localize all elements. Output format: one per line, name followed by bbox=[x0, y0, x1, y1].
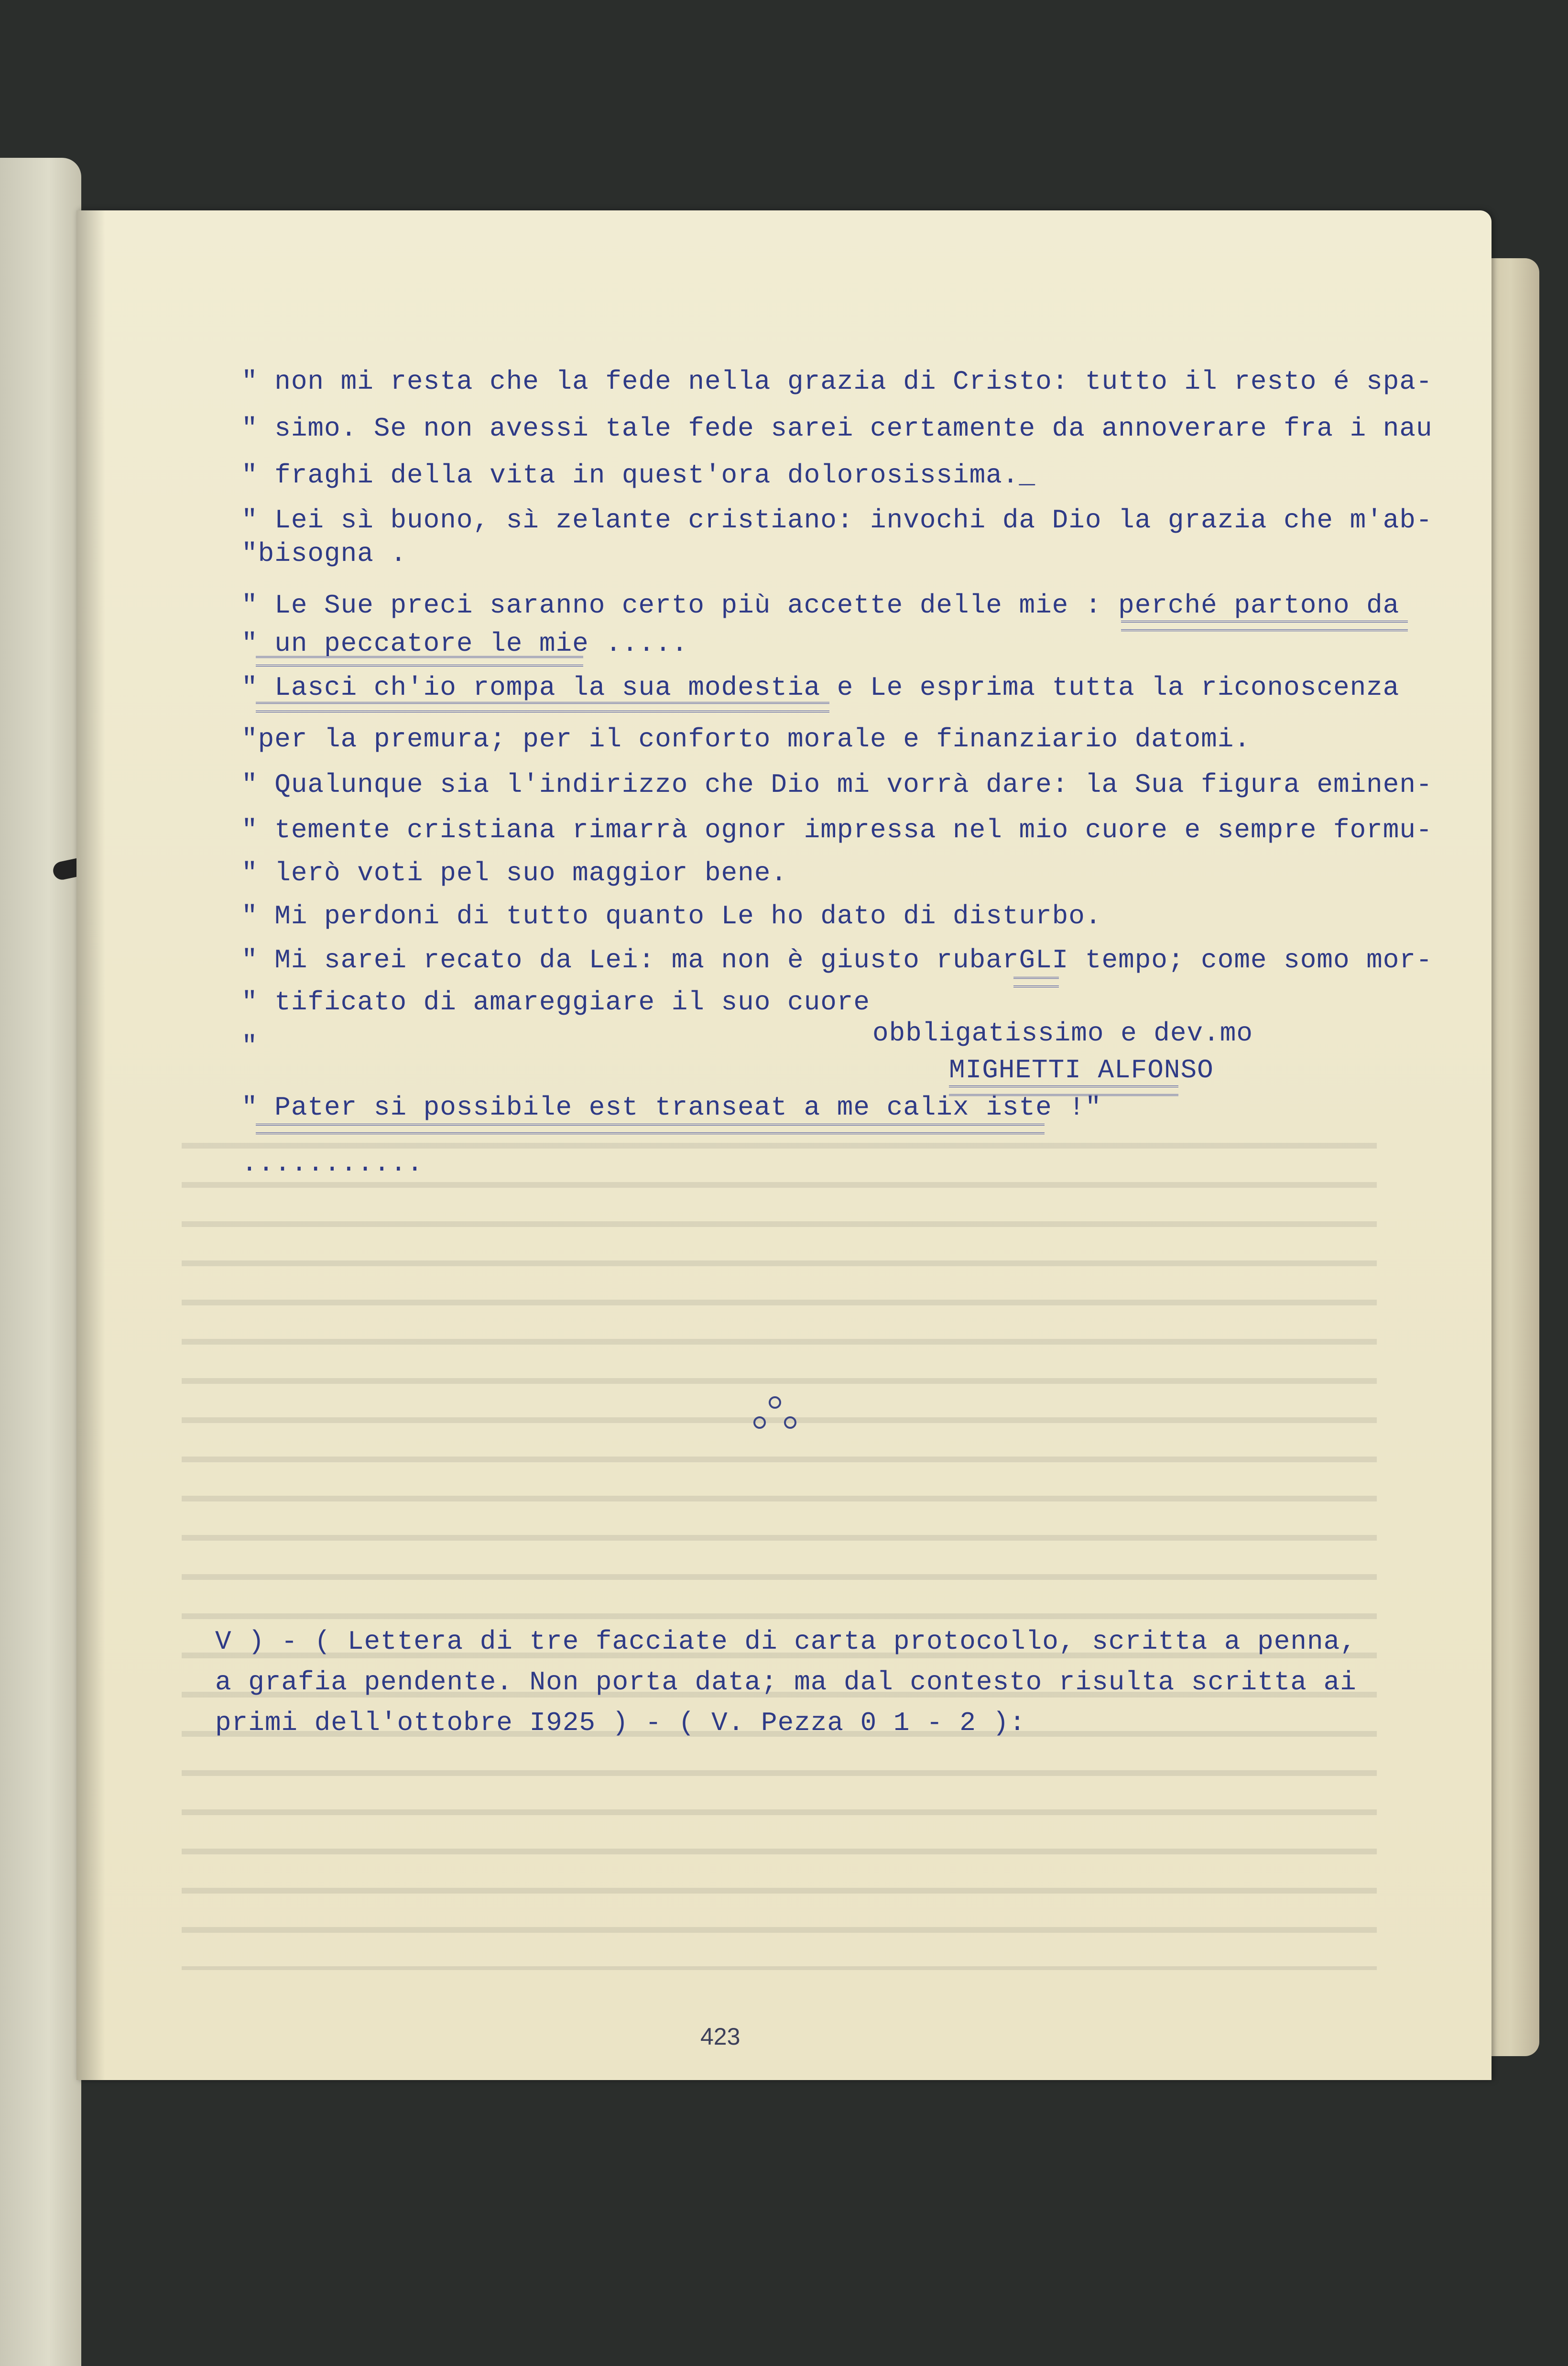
letter-line: " simo. Se non avessi tale fede sarei certamente da annoverare fra i nau bbox=[241, 413, 1433, 444]
double-underline bbox=[1013, 977, 1059, 987]
letter-line: " Lei sì buono, sì zelante cristiano: invochi da Dio la grazia che m'ab- bbox=[241, 505, 1433, 536]
letter-line: " temente cristiana rimarrà ognor impressa nel mio cuore e sempre formu- bbox=[241, 815, 1433, 845]
bleed-through-text bbox=[182, 1109, 1377, 1970]
double-underline bbox=[256, 702, 829, 712]
letter-line: " Lasci ch'io rompa la sua modestia e Le esprima tutta la riconoscenza bbox=[241, 672, 1400, 703]
letter-line: "per la premura; per il conforto morale e finanziario datomi. bbox=[241, 724, 1251, 755]
letter-line: " lerò voti pel suo maggior bene. bbox=[241, 858, 787, 888]
double-underline bbox=[256, 656, 583, 667]
letter-line: " non mi resta che la fede nella grazia di Cristo: tutto il resto é spa- bbox=[241, 366, 1433, 397]
section-line: V ) - ( Lettera di tre facciate di carta protocollo, scritta a penna, bbox=[215, 1626, 1357, 1657]
section-line: a grafia pendente. Non porta data; ma dal contesto risulta scritta ai bbox=[215, 1667, 1357, 1698]
section-line: primi dell'ottobre I925 ) - ( V. Pezza 0 1 - 2 ): bbox=[215, 1708, 1026, 1738]
quote-mark: " bbox=[241, 1031, 258, 1062]
page-number: 423 bbox=[700, 2023, 740, 2050]
separator-dot bbox=[784, 1416, 796, 1429]
binder-edge bbox=[0, 158, 81, 2366]
letter-line: " Mi sarei recato da Lei: ma non è giusto rubarGLI tempo; come somo mor- bbox=[241, 945, 1433, 975]
double-underline bbox=[1121, 621, 1408, 631]
letter-line: " Qualunque sia l'indirizzo che Dio mi vorrà dare: la Sua figura eminen- bbox=[241, 769, 1433, 800]
letter-line: " un peccatore le mie ..... bbox=[241, 628, 688, 659]
letter-line: "bisogna . bbox=[241, 538, 407, 569]
separator-dot bbox=[769, 1396, 781, 1409]
letter-line: " Le Sue preci saranno certo più accette delle mie : perché partono da bbox=[241, 590, 1400, 621]
double-underline bbox=[256, 1124, 1045, 1134]
letter-line: " fraghi della vita in quest'ora dolorosissima._ bbox=[241, 460, 1036, 491]
letter-signature: MIGHETTI ALFONSO bbox=[949, 1055, 1214, 1085]
letter-closing: obbligatissimo e dev.mo bbox=[872, 1018, 1253, 1049]
dots-line: ........... bbox=[241, 1148, 424, 1179]
separator-dot bbox=[753, 1416, 766, 1429]
letter-line: " Mi perdoni di tutto quanto Le ho dato di disturbo. bbox=[241, 901, 1102, 931]
page-shadow bbox=[76, 210, 105, 2080]
letter-line: " tificato di amareggiare il suo cuore bbox=[241, 987, 871, 1018]
latin-quote: " Pater si possibile est transeat a me calix iste !" bbox=[241, 1092, 1102, 1123]
